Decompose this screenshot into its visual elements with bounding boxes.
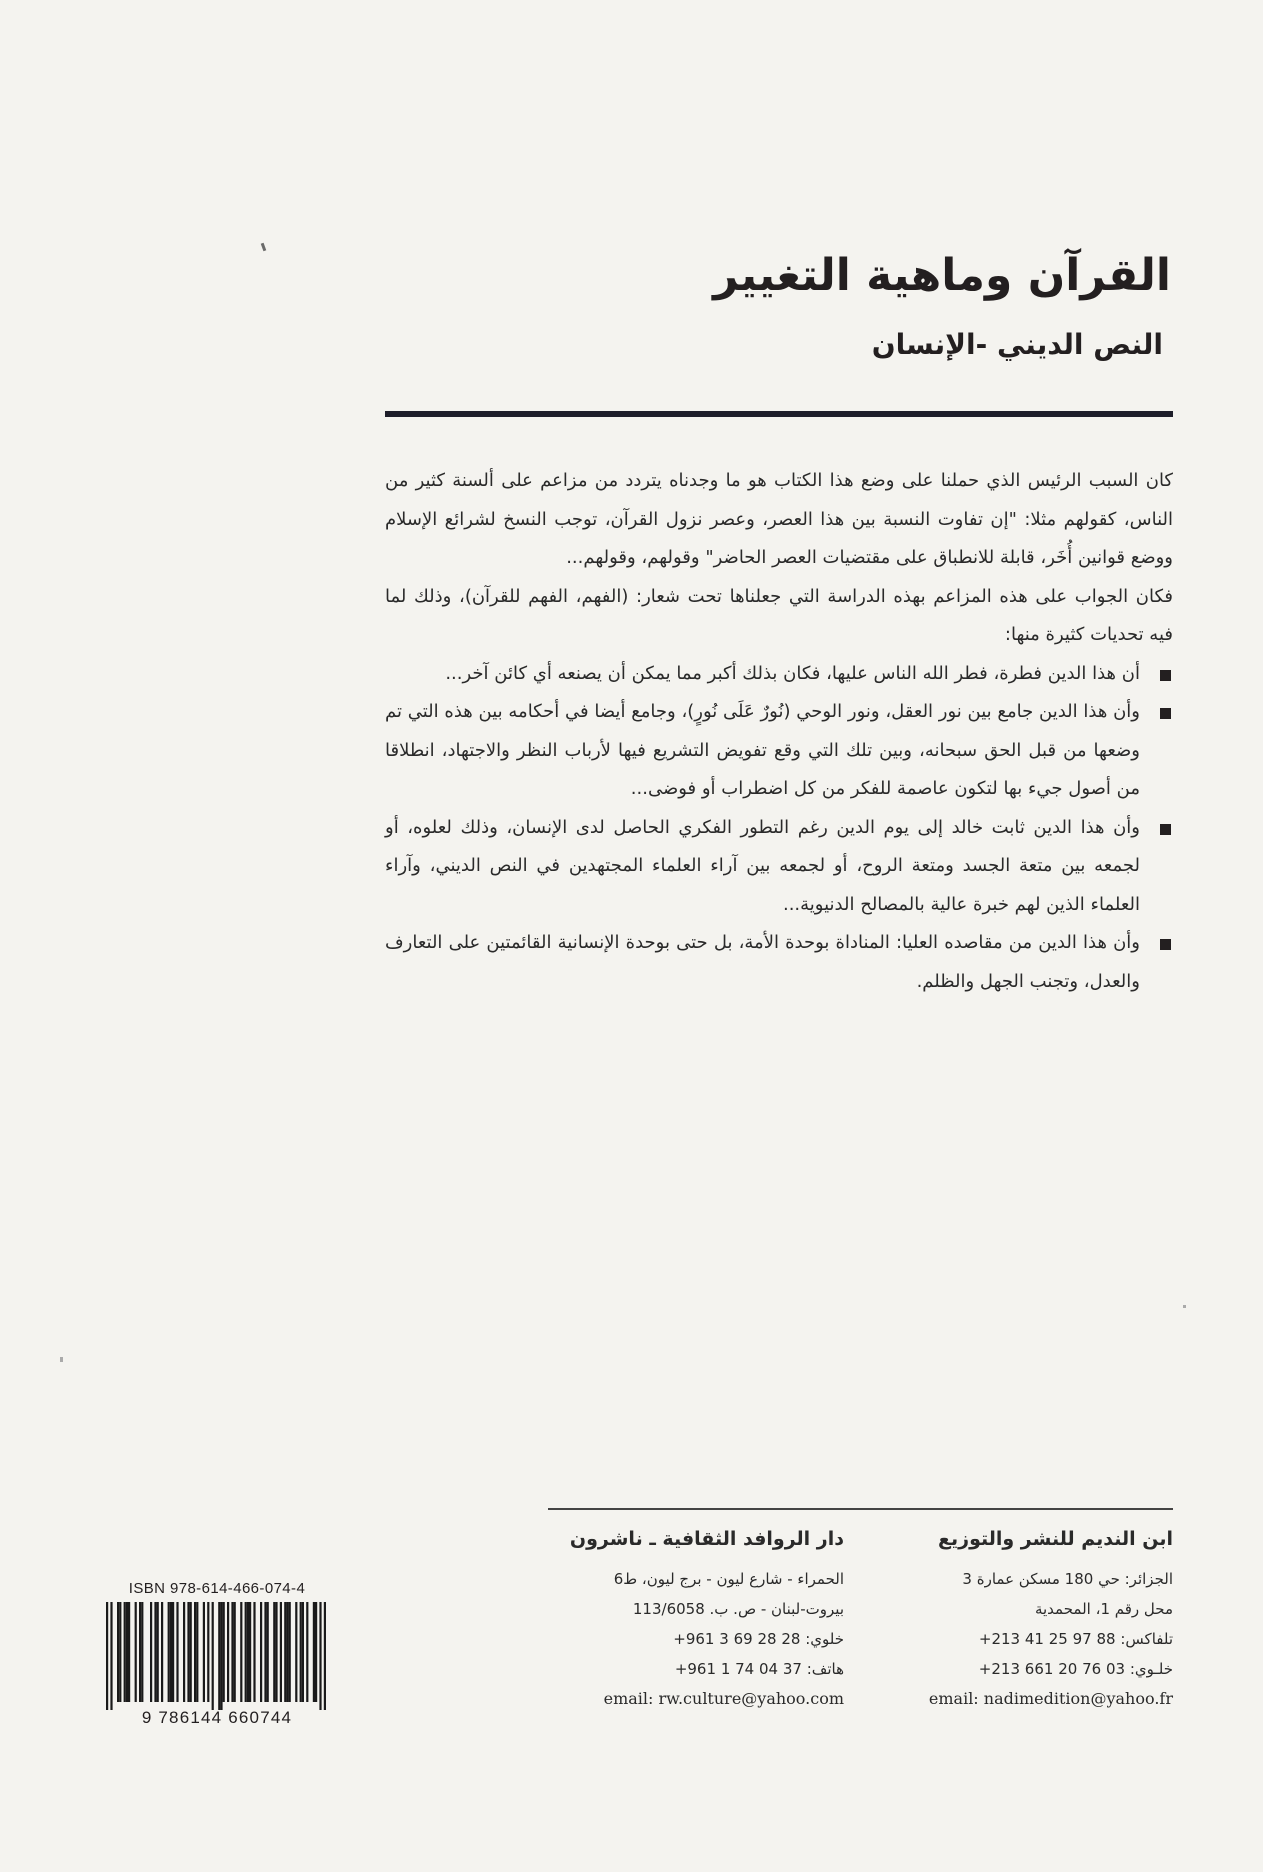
barcode-bar <box>240 1602 242 1702</box>
barcode-bar <box>319 1602 321 1710</box>
bullet-text: وأن هذا الدين ثابت خالد إلى يوم الدين رغم التطور الفكري الحاصل لدى الإنسان، وذلك لعلوه، أو لجمعه بين متعة الجسد ومتعة الروح، أو لجمعه بين آراء العلماء المجتهدين في النص الديني، وآراء العلماء الذين لهم خبرة عالية بالمصالح الدنيوية... <box>385 816 1140 915</box>
barcode-bar <box>289 1602 291 1702</box>
publisher-ibn-nadim <box>863 1524 1173 1714</box>
barcode-bar <box>110 1602 112 1710</box>
square-bullet-icon <box>1160 824 1171 835</box>
list-item <box>385 655 1173 694</box>
barcode-bar <box>207 1602 209 1702</box>
barcode-bar <box>196 1602 198 1702</box>
barcode-bar <box>227 1602 229 1702</box>
barcode-bar <box>150 1602 152 1702</box>
barcode-bar <box>126 1602 128 1702</box>
barcode-bar <box>284 1602 286 1702</box>
barcode-digits: 9 786144 660744 <box>141 1708 293 1727</box>
publisher-phone: هاتف: 37 04 74 1 961+ <box>674 1660 844 1678</box>
barcode-bar <box>253 1602 255 1702</box>
book-title: القرآن وماهية التغيير <box>713 250 1171 301</box>
blurb <box>385 462 1173 1001</box>
publisher-address-line: محل رقم 1، المحمدية <box>1034 1600 1173 1618</box>
barcode-bar <box>267 1602 269 1702</box>
list-item <box>385 693 1173 809</box>
barcode-bar <box>260 1602 262 1702</box>
barcode-bar <box>106 1602 108 1710</box>
blurb-answer: فكان الجواب على هذه المزاعم بهذه الدراسة التي جعلناها تحت شعار: (الفهم، الفهم للقرآن)، وذلك لما فيه تحديات كثيرة منها: <box>385 585 1173 645</box>
barcode-bar <box>135 1602 137 1702</box>
publisher-email[interactable]: email: rw.culture@yahoo.com <box>603 1689 844 1708</box>
barcode-bar <box>117 1602 119 1702</box>
isbn-barcode <box>102 1580 332 1730</box>
barcode-bar <box>264 1602 266 1702</box>
bullet-text: وأن هذا الدين من مقاصده العليا: المناداة بوحدة الأمة، بل حتى بوحدة الإنسانية القائمتين على التعارف والعدل، وتجنب الجهل والظلم. <box>385 932 1140 992</box>
publisher-address-line: الجزائر: حي 180 مسكن عمارة 3 <box>962 1570 1173 1588</box>
barcode-bar <box>273 1602 275 1702</box>
barcode-bar <box>168 1602 170 1702</box>
isbn-number: ISBN 978-614-466-074-4 <box>128 1580 306 1597</box>
barcode-bar <box>194 1602 196 1702</box>
barcode-bar <box>223 1602 225 1702</box>
barcode-bar <box>234 1602 236 1702</box>
publisher-name: ابن النديم للنشر والتوزيع <box>938 1528 1173 1550</box>
barcode-bar <box>176 1602 178 1702</box>
print-speck <box>1183 1305 1186 1308</box>
barcode-bar <box>300 1602 302 1702</box>
barcode-bar <box>218 1602 220 1710</box>
barcode-bar <box>324 1602 326 1710</box>
barcode-bar <box>249 1602 251 1702</box>
barcode-bar <box>302 1602 304 1702</box>
barcode-bar <box>161 1602 163 1702</box>
barcode-bar <box>154 1602 156 1702</box>
list-item <box>385 924 1173 1001</box>
barcode-bar <box>313 1602 315 1702</box>
barcode-bar <box>128 1602 130 1702</box>
list-item <box>385 809 1173 925</box>
publisher-address-line: بيروت-لبنان - ص. ب. 113/6058 <box>632 1600 844 1618</box>
print-speck <box>60 1357 63 1362</box>
barcode-bar <box>275 1602 277 1702</box>
barcode-bar <box>172 1602 174 1702</box>
publisher-email[interactable]: email: nadimedition@yahoo.fr <box>928 1689 1173 1708</box>
book-subtitle: النص الديني -الإنسان <box>871 328 1163 361</box>
barcode-bar <box>187 1602 189 1702</box>
blurb-intro: كان السبب الرئيس الذي حملنا على وضع هذا الكتاب هو ما وجدناه يتردد من مزاعم على ألسنة كثير من الناس، كقولهم مثلا: "إن تفاوت النسبة بين هذا العصر، وعصر نزول القرآن، توجب النسخ لشرائع الإسلام ووضع قوانين أُخَر، قابلة للانطباق على مقتضيات العصر الحاضر" وقولهم، وقولهم... <box>385 470 1173 568</box>
square-bullet-icon <box>1160 708 1171 719</box>
square-bullet-icon <box>1160 939 1171 950</box>
print-speck <box>261 243 267 252</box>
barcode-bar <box>315 1602 317 1702</box>
barcode-bar <box>170 1602 172 1702</box>
square-bullet-icon <box>1160 670 1171 681</box>
footer-divider <box>548 1508 1173 1510</box>
barcode-bar <box>295 1602 297 1702</box>
barcode-bar <box>157 1602 159 1702</box>
barcode-bar <box>220 1602 222 1710</box>
barcode-bar <box>245 1602 247 1702</box>
barcode-bar <box>306 1602 308 1702</box>
barcode-bar <box>247 1602 249 1702</box>
barcode-bar <box>203 1602 205 1702</box>
publisher-name: دار الروافد الثقافية ـ ناشرون <box>569 1528 844 1550</box>
bullet-text: وأن هذا الدين جامع بين نور العقل، ونور الوحي (نُورٌ عَلَى نُورٍ)، وجامع أيضا في أحكامه بين هذه التي تم وضعها من قبل الحق سبحانه، وبين تلك التي وقع تفويض التشريع فيها لأرباب النظر والاجتهاد، انطلاقا من أصول جيء بها لتكون عاصمة للفكر من كل اضطراب أو فوضى... <box>385 701 1140 799</box>
bullet-text: أن هذا الدين فطرة، فطر الله الناس عليها، فكان بذلك أكبر مما يمكن أن يصنعه أي كائن آخر... <box>445 662 1140 684</box>
barcode-bar <box>286 1602 288 1702</box>
barcode-bar <box>280 1602 282 1702</box>
barcode-bar <box>231 1602 233 1702</box>
barcode-bar <box>124 1602 126 1702</box>
publisher-mobile: خلـوي: 03 76 20 661 213+ <box>978 1660 1173 1678</box>
barcode-bar <box>119 1602 121 1702</box>
blurb-bullet-list <box>385 655 1173 1002</box>
barcode-bar <box>212 1602 214 1710</box>
title-divider <box>385 411 1173 417</box>
barcode-bar <box>190 1602 192 1702</box>
barcode-bar <box>183 1602 185 1702</box>
publisher-mobile: خلوي: 28 28 69 3 961+ <box>673 1630 844 1648</box>
publisher-address-line: الحمراء - شارع ليون - برج ليون، ط6 <box>613 1570 844 1588</box>
publisher-rawafed <box>548 1524 844 1714</box>
barcode-icon <box>106 1602 328 1710</box>
barcode-bar <box>141 1602 143 1702</box>
barcode-bar <box>139 1602 141 1702</box>
publisher-fax: تلفاكس: 88 97 25 41 213+ <box>978 1630 1173 1648</box>
